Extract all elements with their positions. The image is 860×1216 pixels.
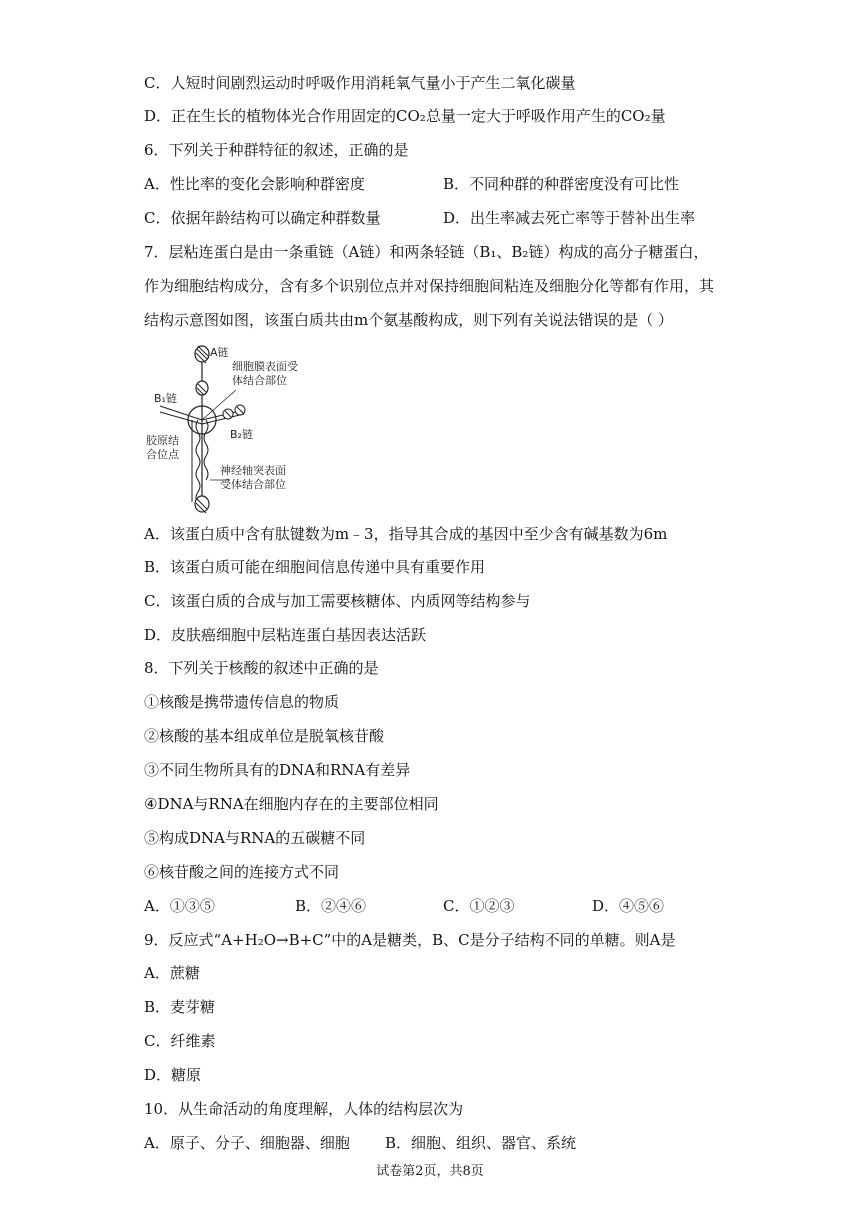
q8-option-b: B．②④⑥ — [295, 897, 367, 915]
q8-option-a: A．①③⑤ — [144, 897, 215, 915]
q8-option-c: C．①②③ — [443, 897, 515, 915]
q7-option-b: B．该蛋白质可能在细胞间信息传递中具有重要作用 — [144, 558, 486, 576]
label-b2-chain: B₂链 — [230, 428, 253, 441]
label-receptor-2b: 受体结合部位 — [220, 478, 286, 491]
label-receptor-1a: 细胞膜表面受 — [232, 360, 298, 373]
label-receptor-1b: 体结合部位 — [232, 374, 287, 387]
q9-option-a: A．蔗糖 — [144, 964, 200, 982]
question-7-line2: 作为细胞结构成分，含有多个识别位点并对保持细胞间粘连及细胞分化等都有作用，其 — [144, 277, 715, 295]
q8-statement-2: ②核酸的基本组成单位是脱氧核苷酸 — [144, 727, 385, 745]
q6-option-c: C．依据年龄结构可以确定种群数量 — [144, 209, 381, 227]
label-collagen-a: 胶原结 — [146, 434, 179, 447]
q9-option-d: D．糖原 — [144, 1066, 202, 1084]
question-7-line3: 结构示意图如图，该蛋白质共由m个氨基酸构成，则下列有关说法错误的是（ ） — [144, 311, 673, 329]
q6-option-b: B．不同种群的种群密度没有可比性 — [443, 175, 680, 193]
label-b1-chain: B₁链 — [154, 392, 177, 405]
q8-statement-1: ①核酸是携带遗传信息的物质 — [144, 693, 340, 711]
q8-statement-3: ③不同生物所具有的DNA和RNA有差异 — [144, 761, 411, 779]
q10-option-a: A．原子、分子、细胞器、细胞 — [144, 1134, 350, 1152]
label-a-chain: A链 — [210, 346, 229, 359]
q8-statement-6: ⑥核苷酸之间的连接方式不同 — [144, 863, 340, 881]
question-10: 10．从生命活动的角度理解，人体的结构层次为 — [144, 1100, 464, 1118]
q6-option-d: D．出生率减去死亡率等于替补出生率 — [443, 209, 696, 227]
q8-statement-4: ④DNA与RNA在细胞内存在的主要部位相同 — [144, 795, 439, 813]
label-collagen-b: 合位点 — [146, 448, 179, 461]
q5-option-c: C．人短时间剧烈运动时呼吸作用消耗氧气量小于产生二氧化碳量 — [144, 74, 576, 92]
question-8: 8．下列关于核酸的叙述中正确的是 — [144, 659, 379, 677]
q6-option-a: A．性比率的变化会影响种群密度 — [144, 175, 365, 193]
q7-option-d: D．皮肤癌细胞中层粘连蛋白基因表达活跃 — [144, 626, 427, 644]
q8-option-d: D．④⑤⑥ — [592, 897, 665, 915]
question-6: 6．下列关于种群特征的叙述，正确的是 — [144, 141, 409, 159]
laminin-structure-diagram — [140, 340, 310, 520]
q9-option-b: B．麦芽糖 — [144, 998, 216, 1016]
q5-option-d: D．正在生长的植物体光合作用固定的CO₂总量一定大于呼吸作用产生的CO₂量 — [144, 107, 666, 125]
page-footer: 试卷第2页，共8页 — [376, 1164, 484, 1179]
q7-option-c: C．该蛋白质的合成与加工需要核糖体、内质网等结构参与 — [144, 592, 531, 610]
q9-option-c: C．纤维素 — [144, 1032, 216, 1050]
label-receptor-2a: 神经轴突表面 — [220, 464, 286, 477]
question-9: 9．反应式“A+H₂O→B+C”中的A是糖类，B、C是分子结构不同的单糖。则A是 — [144, 931, 676, 949]
q8-statement-5: ⑤构成DNA与RNA的五碳糖不同 — [144, 829, 366, 847]
q7-option-a: A．该蛋白质中含有肽键数为m﹣3，指导其合成的基因中至少含有碱基数为6m — [144, 525, 668, 543]
q10-option-b: B．细胞、组织、器官、系统 — [385, 1134, 577, 1152]
question-7-line1: 7．层粘连蛋白是由一条重链（A链）和两条轻链（B₁、B₂链）构成的高分子糖蛋白， — [144, 243, 709, 261]
